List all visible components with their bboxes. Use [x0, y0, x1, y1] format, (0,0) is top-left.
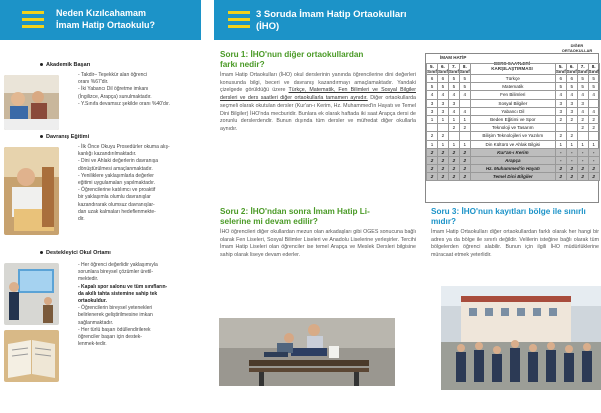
- table-row: [427, 75, 600, 83]
- question-1-body: İmam Hatip Ortaokulları (İHO) okul derslerinin yanında öğrencilerine dini değerleri konusunda bilgi, beceri ve davranış kazandırmayı amaçlamaktadır. Yandaki çizelgede görüldüğü üzere Türkçe, Matematik, Fen Bilimleri ve Sosyal Bilgiler dersleri ve ders saatleri diğer ortaokullarla tamamen aynıdır. Diğer ortaokullarda seçmeli olarak okutulan dersler (Kur'an-ı Kerim, Hz. Muhammed'in Hayatı ve Temel Dini Bilgiler) İHO'nda mecburidir. Bunlara ek olarak haftada iki saat Arapça dersi de zorunlu derslerdendir. Bunun dışında tüm dersler ve müfredat diğer okullarla aynıdır.: [220, 72, 416, 132]
- table-cell: 5: [577, 83, 588, 91]
- table-cell: 2: [427, 148, 438, 156]
- grade-header: 5. Sınıf: [427, 64, 437, 74]
- photo-school-students: [441, 286, 601, 390]
- section-text-academic: - Takdir– Teşekkür alan öğrenci oranı %67'dir. - İki Yabancı Dil öğretme imkanı (İngilizce, Arapça) sunulmaktadır. - Y.Sınıfa devamsız şekilde oranı %40'dır.: [78, 72, 170, 107]
- table-cell: -: [588, 148, 599, 156]
- table-cell: 2: [427, 132, 438, 140]
- grade-header: 6. Sınıf: [566, 64, 577, 74]
- question-2-body: İHO öğrencileri diğer okullardan mezun olan arkadaşları gibi OGES sonucuna bağlı olarak Fen Liseleri, Sosyal Bilimler Liseleri ve Anadolu Liselerine yerleşirler. Tercihi İmam Hatip Liseleri olan öğrenciler ise temel Arapça ve Meslek Dersleri bilgisine sahip olarak liseye devam ederler.: [220, 229, 416, 259]
- grade-header: 7. Sınıf: [448, 64, 459, 74]
- menu-icon: [228, 11, 250, 28]
- menu-icon: [22, 11, 44, 28]
- table-cell: 4: [459, 107, 470, 115]
- table-cell: 4: [555, 91, 566, 99]
- table-cell: 5: [448, 83, 459, 91]
- table-left-caption: İMAM HATİP: [440, 55, 467, 60]
- table-cell: 6: [566, 75, 577, 83]
- table-cell: [577, 132, 588, 140]
- table-cell: 2: [459, 124, 470, 132]
- question-3-body: İmam Hatip Ortaokulları diğer ortaokullardan farklı olarak her hangi bir adres ya da bölge ile sınırlı değildir. Velilerin isteğine bağlı olarak tüm bölgelerden öğrenci alabilir. Bunun için ilgili İHO müdürlüklerine müracaat etmek yeterlidir.: [431, 229, 599, 259]
- table-cell: 3: [427, 107, 438, 115]
- table-cell: 1: [427, 140, 438, 148]
- table-cell: Din Kültürü ve Ahlak Bilgisi: [470, 140, 555, 148]
- table-row: [427, 83, 600, 91]
- table-cell: 2: [577, 124, 588, 132]
- table-cell: -: [577, 156, 588, 164]
- table-cell: -: [555, 148, 566, 156]
- table-cell: 5: [588, 83, 599, 91]
- table-cell: 5: [588, 75, 599, 83]
- table-cell: 2: [448, 148, 459, 156]
- table-cell: 2: [437, 173, 448, 181]
- table-cell: Kur'an-ı Kerim: [470, 148, 555, 156]
- table-cell: 5: [577, 75, 588, 83]
- table-cell: 2: [448, 165, 459, 173]
- table-cell: -: [566, 148, 577, 156]
- table-cell: 2: [566, 115, 577, 123]
- table-cell: 2: [566, 132, 577, 140]
- table-cell: 2: [555, 132, 566, 140]
- table-cell: Beden Eğitimi ve Spor: [470, 115, 555, 123]
- table-cell: 5: [459, 83, 470, 91]
- table-cell: Hz. Muhammed'in Hayatı: [470, 165, 555, 173]
- table-cell: 1: [577, 140, 588, 148]
- table-cell: Yabancı Dil: [470, 107, 555, 115]
- table-cell: 2: [555, 115, 566, 123]
- table-cell: Arapça: [470, 156, 555, 164]
- table-cell: 5: [448, 75, 459, 83]
- table-row: [427, 132, 600, 140]
- table-cell: 2: [555, 173, 566, 181]
- table-cell: [459, 132, 470, 140]
- table-cell: 3: [555, 99, 566, 107]
- grade-header: 5. Sınıf: [555, 64, 566, 74]
- table-cell: [459, 99, 470, 107]
- section-text-support: - Her öğrenci değerlidir yaklaşımıyla sorunlara bireysel çözümler üretil- mektedir. - Kapalı spor salonu ve tüm sınıfların- da akıllı tahta sistemine sahip tek ortaokuldur. - Öğrencilerin bireysel yetenekleri belirlenerek geliştirilmesine imkan sağlanmaktadır. - Her türlü başarı ödüllendirilerek öğrenciler başarı için destek- lenmek-tedir.: [78, 262, 168, 348]
- table-cell: 4: [566, 91, 577, 99]
- table-cell: 4: [459, 91, 470, 99]
- photo-student-reading: [4, 147, 59, 235]
- table-cell: 1: [566, 140, 577, 148]
- photo-smartboard-class: [4, 263, 59, 325]
- table-cell: 4: [448, 107, 459, 115]
- table-cell: 2: [588, 165, 599, 173]
- table-cell: 4: [437, 91, 448, 99]
- table-cell: Temel Dini Bilgiler: [470, 173, 555, 181]
- table-right-caption: DİĞER ORTAOKULLAR: [561, 43, 593, 53]
- table-cell: 2: [566, 165, 577, 173]
- table-cell: 1: [448, 140, 459, 148]
- table-cell: 1: [448, 115, 459, 123]
- table-cell: 4: [588, 91, 599, 99]
- table-header-row: [427, 64, 600, 75]
- table-cell: 1: [555, 140, 566, 148]
- table-cell: Türkçe: [470, 75, 555, 83]
- table-cell: 2: [566, 173, 577, 181]
- grade-header: 8. Sınıf: [588, 64, 599, 74]
- table-cell: 2: [448, 173, 459, 181]
- left-header-bar: [0, 0, 201, 40]
- left-header-title: Neden Kızılcahamam İmam Hatip Ortaokulu?: [56, 8, 156, 30]
- table-cell: 4: [448, 91, 459, 99]
- table-cell: [555, 124, 566, 132]
- table-cell: 2: [427, 156, 438, 164]
- table-cell: 2: [448, 124, 459, 132]
- section-heading-behavior: Davranış Eğitimi: [40, 134, 89, 140]
- table-cell: 5: [437, 83, 448, 91]
- table-cell: 2: [588, 124, 599, 132]
- table-cell: 2: [588, 115, 599, 123]
- table-cell: 4: [588, 107, 599, 115]
- table-cell: Matematik: [470, 83, 555, 91]
- table-cell: 6: [427, 75, 438, 83]
- table-cell: Bilişim Teknolojileri ve Yazılım: [470, 132, 555, 140]
- question-3-title: Soru 3: İHO'nun kayıtları bölge ile sınırlı mıdır?: [431, 207, 586, 226]
- table-cell: -: [566, 156, 577, 164]
- photo-open-book: [4, 330, 59, 382]
- table-cell: 2: [459, 165, 470, 173]
- table-cell: 3: [577, 99, 588, 107]
- table-cell: 1: [459, 115, 470, 123]
- table-cell: 2: [588, 173, 599, 181]
- table-cell: 2: [555, 165, 566, 173]
- table-cell: 2: [437, 165, 448, 173]
- comparison-table-wrap: [426, 63, 600, 181]
- table-cell: 1: [459, 140, 470, 148]
- right-header-title: 3 Soruda İmam Hatip Ortaokulları (İHO): [256, 9, 407, 32]
- table-cell: [588, 99, 599, 107]
- table-row: [427, 115, 600, 123]
- table-row: [427, 91, 600, 99]
- table-cell: -: [555, 156, 566, 164]
- photo-students-classroom: [4, 75, 59, 130]
- table-row: [427, 156, 600, 164]
- table-cell: 6: [555, 75, 566, 83]
- table-cell: 5: [566, 83, 577, 91]
- table-cell: 4: [577, 107, 588, 115]
- table-cell: [437, 124, 448, 132]
- table-cell: 2: [459, 156, 470, 164]
- table-cell: 2: [577, 115, 588, 123]
- table-row: [427, 173, 600, 181]
- table-cell: [427, 124, 438, 132]
- question-2-title: Soru 2: İHO'ndan sonra İmam Hatip Li- selerine mi devam edilir?: [220, 207, 370, 226]
- table-cell: 3: [566, 107, 577, 115]
- grade-header: 6. Sınıf: [437, 64, 448, 74]
- table-cell: 2: [437, 148, 448, 156]
- table-cell: 6: [437, 75, 448, 83]
- section-text-behavior: - İlk Önce Okuyu Prosedürler okuma alış- kanlığı kazandırılmaktadır. - Dini ve Ahlaki değerlerin davranışa dönüştürülmesi amaçlanmaktadır. - Yeniliklere yaklaşımlarla değerler eğitimi uygulamaları yapılmaktadır. - Öğrencilerine katılımcı ve proaktif bir yaklaşımla olumlu davranışlar kazandırarak olumsuz davranışlar- dan uzak kalmaları hedeflenmekte- dir.: [78, 144, 170, 223]
- table-cell: 4: [427, 91, 438, 99]
- table-cell: Fen Bilimleri: [470, 91, 555, 99]
- table-cell: 3: [555, 107, 566, 115]
- table-cell: -: [577, 148, 588, 156]
- table-cell: 2: [437, 132, 448, 140]
- table-cell: 3: [427, 99, 438, 107]
- table-cell: 2: [459, 173, 470, 181]
- table-cell: Teknoloji ve Tasarım: [470, 124, 555, 132]
- table-cell: 5: [459, 75, 470, 83]
- grade-header: 8. Sınıf: [459, 64, 470, 74]
- table-cell: 3: [448, 99, 459, 107]
- right-header-bar: [214, 0, 601, 40]
- table-row: [427, 140, 600, 148]
- table-cell: 1: [588, 140, 599, 148]
- table-cell: 1: [437, 140, 448, 148]
- table-row: [427, 165, 600, 173]
- table-cell: 1: [437, 115, 448, 123]
- table-cell: 3: [566, 99, 577, 107]
- table-cell: 3: [437, 99, 448, 107]
- table-cell: Sosyal Bilgiler: [470, 99, 555, 107]
- table-cell: [588, 132, 599, 140]
- table-row: [427, 148, 600, 156]
- table-cell: 2: [577, 165, 588, 173]
- section-heading-support: Destekleyici Okul Ortamı: [40, 250, 111, 256]
- grade-header: 7. Sınıf: [577, 64, 588, 74]
- table-cell: 1: [427, 115, 438, 123]
- table-cell: 2: [577, 173, 588, 181]
- table-cell: -: [588, 156, 599, 164]
- table-mid-caption: DERS SAATLERİ KARŞILAŞTIRMASI: [491, 61, 533, 71]
- table-row: [427, 107, 600, 115]
- table-cell: 2: [427, 165, 438, 173]
- table-cell: 5: [427, 83, 438, 91]
- table-cell: 2: [427, 173, 438, 181]
- table-cell: 2: [448, 156, 459, 164]
- table-cell: 2: [459, 148, 470, 156]
- table-cell: 4: [577, 91, 588, 99]
- table-cell: 2: [437, 156, 448, 164]
- question-1-title: Soru 1: İHO'nun diğer ortaokullardan farkı nedir?: [220, 50, 364, 69]
- table-cell: [566, 124, 577, 132]
- table-cell: 3: [437, 107, 448, 115]
- table-row: [427, 124, 600, 132]
- section-heading-academic: Akademik Başarı: [40, 62, 90, 68]
- photo-students-bench: [219, 318, 395, 386]
- table-cell: [448, 132, 459, 140]
- comparison-table: [426, 63, 600, 181]
- table-cell: 5: [555, 83, 566, 91]
- table-row: [427, 99, 600, 107]
